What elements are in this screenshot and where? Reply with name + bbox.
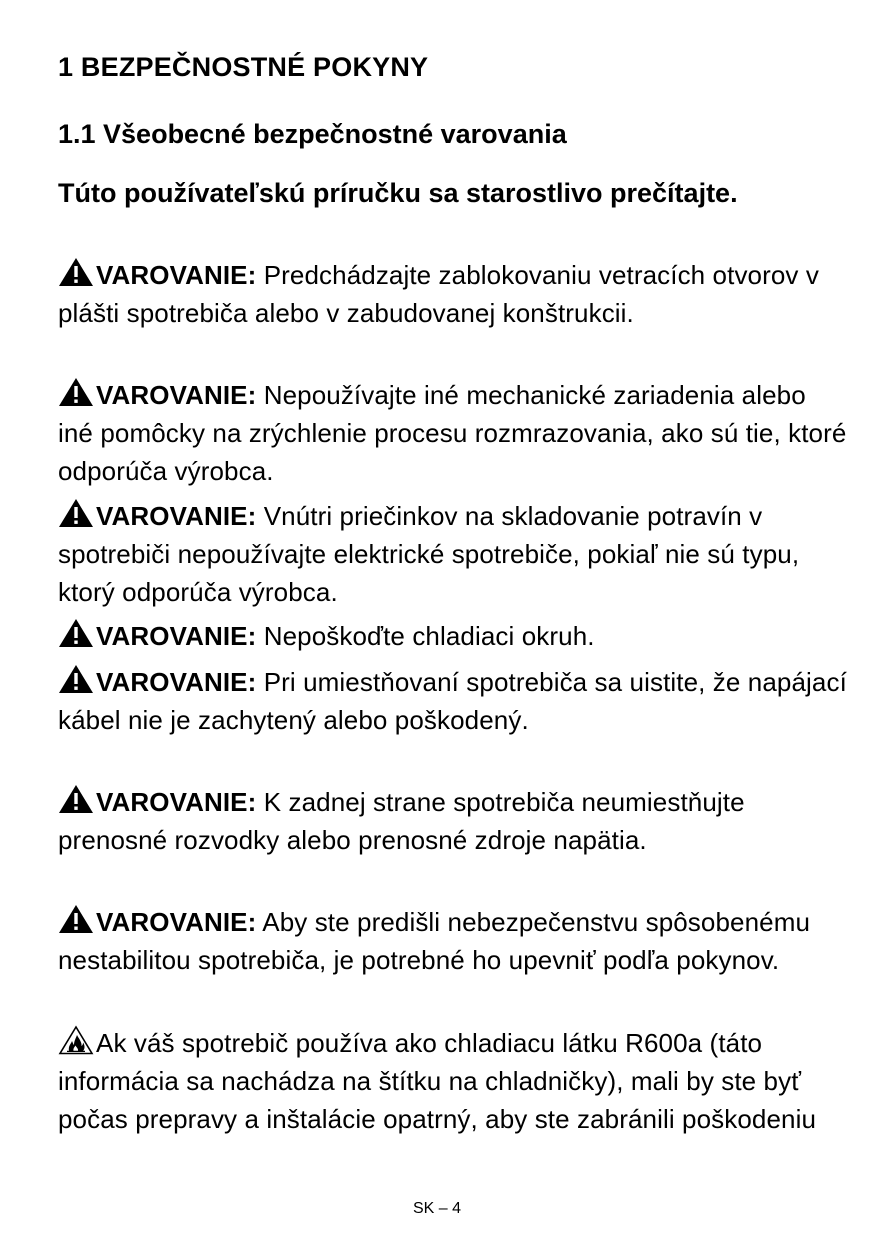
- warning-text: Pri umiestňovaní spotrebiča sa uistite, že napájací kábel nie je zachytený alebo poškodený.: [58, 667, 847, 735]
- warning-triangle-icon: [58, 904, 94, 934]
- warning-paragraph: [58, 617, 848, 655]
- warning-text: Nepoškoďte chladiaci okruh.: [256, 621, 595, 651]
- page-number: SK – 4: [412, 1200, 462, 1217]
- warning-paragraph: [58, 256, 848, 332]
- warning-paragraph: [58, 783, 848, 859]
- warning-label: VAROVANIE:: [96, 380, 257, 410]
- warning-text: Aby ste predišli nebezpečenstvu spôsobenému nestabilitou spotrebiča, je potrebné ho upevniť podľa pokynov.: [58, 907, 811, 975]
- warning-triangle-icon: [58, 618, 94, 648]
- flammable-note-text: Ak váš spotrebič používa ako chladiacu látku R600a (táto informácia sa nachádza na štítku na chladničky), mali by ste byť počas prepravy a inštalácie opatrný, aby ste zabránili poškodeniu: [58, 1028, 817, 1134]
- flammable-warning-icon: [58, 1025, 94, 1055]
- subsection-heading: 1.1 Všeobecné bezpečnostné varovania: [58, 119, 567, 149]
- warning-label: VAROVANIE:: [96, 907, 257, 937]
- flammable-note-paragraph: [58, 1024, 848, 1138]
- warning-paragraph: [58, 903, 848, 979]
- warning-label: VAROVANIE:: [96, 787, 257, 817]
- intro-text: Túto používateľskú príručku sa starostlivo prečítajte.: [58, 178, 738, 208]
- warning-triangle-icon: [58, 664, 94, 694]
- warning-triangle-icon: [58, 784, 94, 814]
- warning-label: VAROVANIE:: [96, 667, 257, 697]
- warning-text: Nepoužívajte iné mechanické zariadenia alebo iné pomôcky na zrýchlenie procesu rozmrazovania, ako sú tie, ktoré odporúča výrobca.: [58, 380, 847, 486]
- warning-text: Predchádzajte zablokovaniu vetracích otvorov v plášti spotrebiča alebo v zabudovanej konštrukcii.: [58, 260, 819, 328]
- warning-paragraph: [58, 497, 848, 611]
- warning-text: Vnútri priečinkov na skladovanie potravín v spotrebiči nepoužívajte elektrické spotrebiče, pokiaľ nie sú typu, ktorý odporúča výrobca.: [58, 501, 800, 607]
- warning-label: VAROVANIE:: [96, 260, 257, 290]
- warning-triangle-icon: [58, 498, 94, 528]
- warning-label: VAROVANIE:: [96, 621, 257, 651]
- warning-text: K zadnej strane spotrebiča neumiestňujte prenosné rozvodky alebo prenosné zdroje napätia.: [58, 787, 745, 855]
- warning-triangle-icon: [58, 257, 94, 287]
- warning-paragraph: [58, 376, 848, 490]
- warning-triangle-icon: [58, 377, 94, 407]
- section-heading: 1 BEZPEČNOSTNÉ POKYNY: [58, 52, 429, 82]
- warning-label: VAROVANIE:: [96, 501, 257, 531]
- warning-paragraph: [58, 663, 848, 739]
